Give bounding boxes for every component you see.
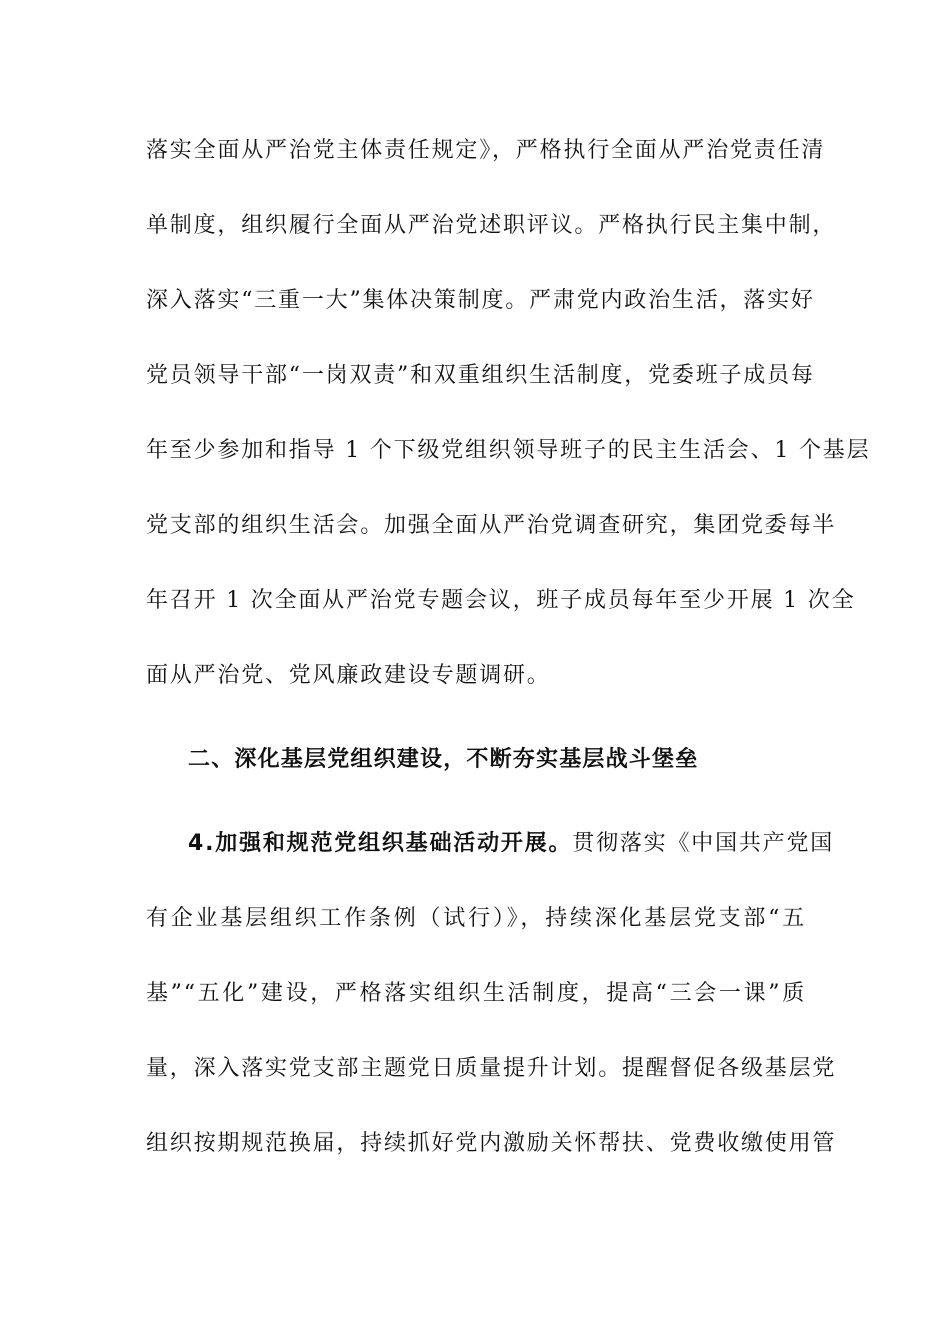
item-4-first-line xyxy=(188,829,835,859)
body-text-line-5: 年至少参加和指导 1 个下级党组织领导班子的民主生活会、1 个基层 xyxy=(146,438,871,463)
body-text-line-4: 党员领导干部“一岗双责”和双重组织生活制度，党委班子成员每 xyxy=(146,363,815,388)
body-text-line-6: 党支部的组织生活会。加强全面从严治党调查研究，集团党委每半 xyxy=(146,513,837,538)
item-4-title: 4.加强和规范党组织基础活动开展。 xyxy=(188,831,573,856)
body-text-line-2: 单制度，组织履行全面从严治党述职评议。严格执行民主集中制， xyxy=(146,213,837,238)
item-4-line-4: 量，深入落实党支部主题党日质量提升计划。提醒督促各级基层党 xyxy=(146,1056,837,1081)
body-text-line-1: 落实全面从严治党主体责任规定》，严格执行全面从严治党责任清 xyxy=(146,138,826,163)
section-heading: 二、深化基层党组织建设，不断夯实基层战斗堡垒 xyxy=(188,747,699,772)
item-4-line-3: 基”“五化”建设，严格落实组织生活制度，提高“三会一课”质 xyxy=(146,981,806,1006)
item-4-line-5: 组织按期规范换届，持续抓好党内激励关怀帮扶、党费收缴使用管 xyxy=(146,1131,837,1156)
body-text-line-8: 面从严治党、党风廉政建设专题调研。 xyxy=(146,663,551,688)
body-text-line-3: 深入落实“三重一大”集体决策制度。严肃党内政治生活，落实好 xyxy=(146,288,815,313)
body-text-line-7: 年召开 1 次全面从严治党专题会议，班子成员每年至少开展 1 次全 xyxy=(146,588,856,613)
item-4-line-2: 有企业基层组织工作条例（试行）》，持续深化基层党支部“五 xyxy=(146,906,806,931)
item-4-first-line-rest: 贯彻落实《中国共产党国 xyxy=(572,831,835,856)
